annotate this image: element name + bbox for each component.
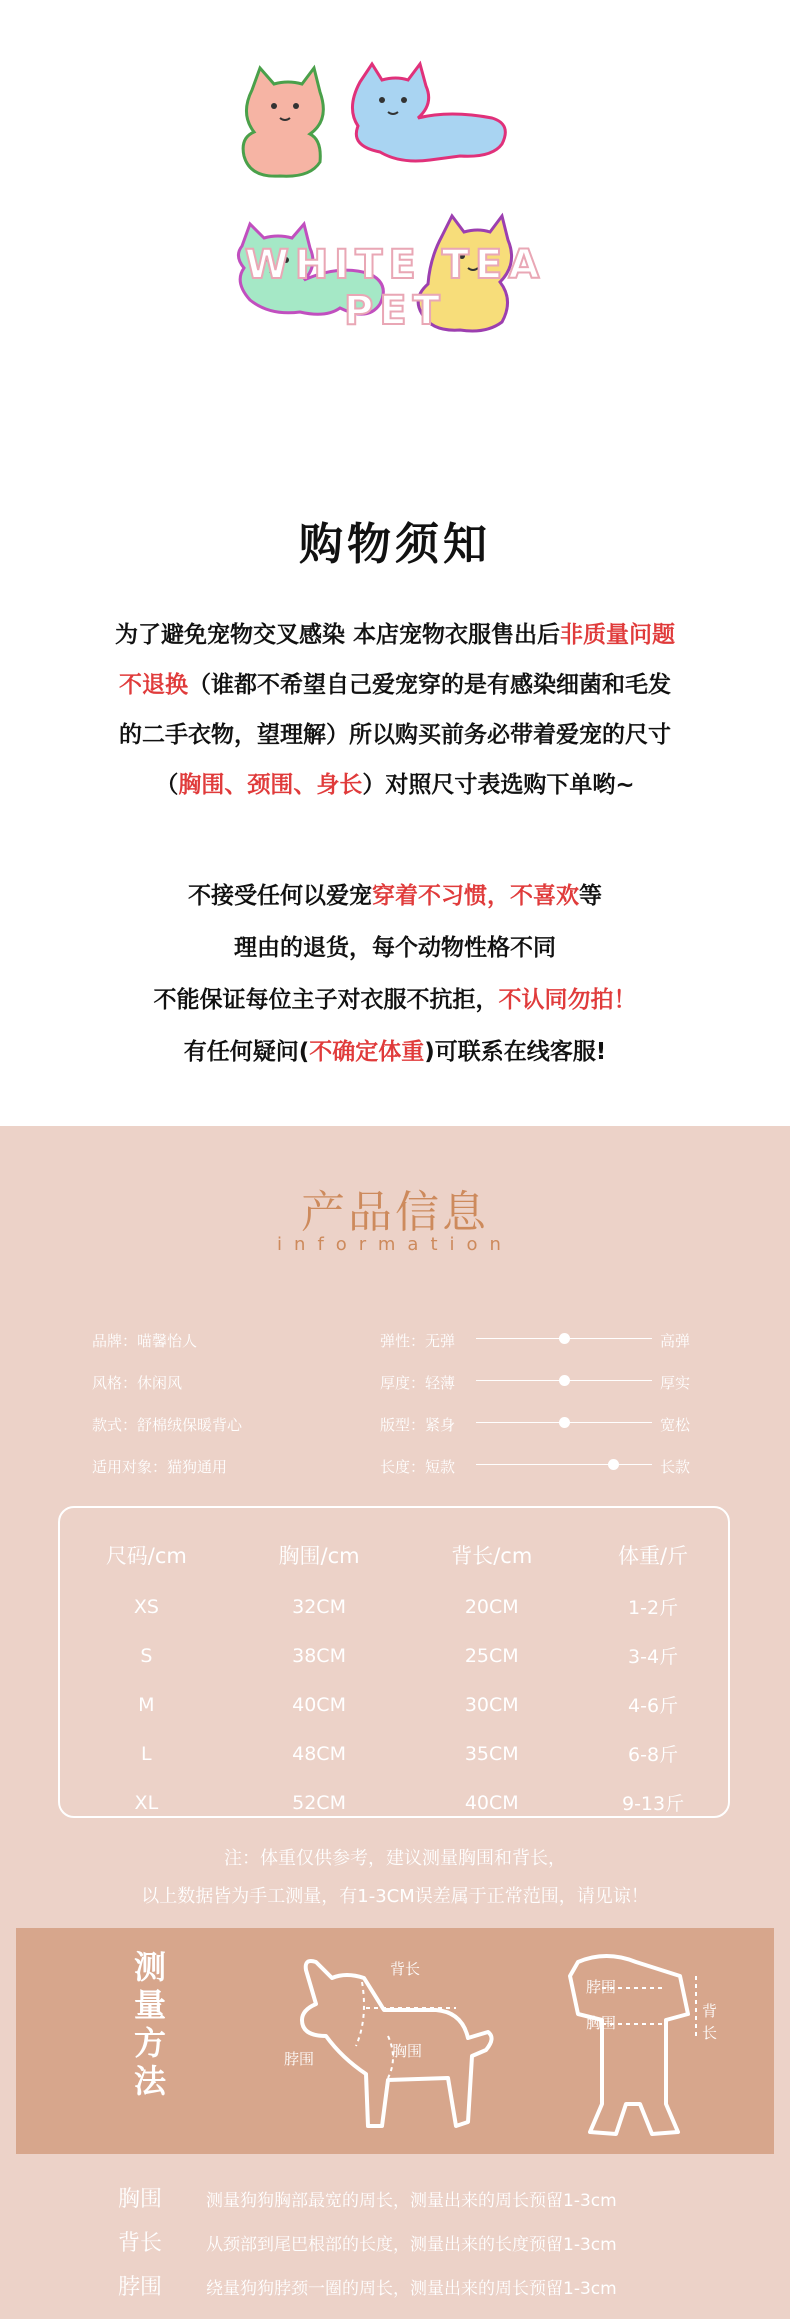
attr-target: 适用对象：猫狗通用: [92, 1458, 228, 1476]
table-cell: 35CM: [464, 1742, 519, 1765]
garment-label-back: 背长: [702, 2002, 718, 2042]
table-cell: 9-13斤: [621, 1793, 685, 1815]
table-row: [60, 1631, 728, 1680]
notice-paragraph-2: [60, 870, 730, 1078]
table-cell: 25CM: [464, 1644, 519, 1667]
table-row: [60, 1582, 728, 1631]
table-cell: L: [141, 1742, 152, 1765]
table-cell: 3-4斤: [628, 1646, 679, 1668]
table-cell: M: [138, 1693, 155, 1716]
notice-line: 不退换（谁都不希望自己爱宠穿的是有感染细菌和毛发: [119, 672, 671, 698]
table-cell: 20CM: [464, 1595, 519, 1618]
slider-fit: [476, 1415, 652, 1431]
header-size: 尺码/cm: [105, 1544, 187, 1568]
notice-line: 为了避免宠物交叉感染 本店宠物衣服售出后非质量问题: [114, 622, 675, 648]
product-info-section: [0, 1126, 790, 2319]
table-row: [60, 1729, 728, 1778]
notice-line: 有任何疑问(不确定体重)可联系在线客服!: [183, 1039, 607, 1065]
table-cell: 48CM: [292, 1742, 346, 1765]
note-line-2: 以上数据皆为手工测量，有1-3CM误差属于正常范围，请见谅！: [141, 1886, 649, 1907]
size-chart: [58, 1506, 730, 1818]
header-back: 背长/cm: [451, 1544, 533, 1568]
header-chest: 胸围/cm: [278, 1544, 360, 1568]
table-cell: 38CM: [292, 1644, 346, 1667]
measure-method-panel: [16, 1928, 774, 2154]
notice-title: 购物须知: [299, 519, 491, 570]
garment-label-neck: 脖围: [586, 1978, 617, 1996]
table-cell: S: [140, 1644, 153, 1667]
header-weight: 体重/斤: [618, 1544, 689, 1568]
notice-line: （胸围、颈围、身长）对照尺寸表选购下单哟~: [155, 772, 635, 798]
slider-label-thickness: 厚度：轻薄: [380, 1374, 456, 1392]
attr-style: 风格：休闲风: [92, 1374, 183, 1392]
slider-end-fit: 宽松: [660, 1416, 691, 1434]
table-cell: 4-6斤: [628, 1695, 679, 1717]
slider-elastic: [476, 1331, 652, 1347]
attr-brand: 品牌：喵馨怡人: [92, 1332, 198, 1350]
size-table-header: [60, 1528, 728, 1582]
definition-chest: 胸围 测量狗狗胸部最宽的周长，测量出来的周长预留1-3cm: [118, 2187, 617, 2212]
logo-text-line1: WHITE TEA: [244, 242, 546, 288]
measure-title: 测量方法: [134, 1948, 167, 2100]
table-cell: 32CM: [292, 1595, 346, 1618]
dog-label-chest: 胸围: [392, 2042, 423, 2060]
slider-end-thickness: 厚实: [660, 1374, 691, 1392]
slider-knob: [559, 1375, 570, 1386]
pink-cat-icon: [243, 68, 323, 176]
dog-label-neck: 脖围: [284, 2050, 315, 2068]
slider-length: [476, 1457, 652, 1473]
notice-line: 的二手衣物，望理解）所以购买前务必带着爱宠的尺寸: [119, 722, 671, 748]
slider-knob: [559, 1417, 570, 1428]
table-row: [60, 1778, 728, 1827]
notice-paragraph-1: [60, 610, 730, 810]
slider-knob: [559, 1333, 570, 1344]
slider-thickness: [476, 1373, 652, 1389]
table-cell: 30CM: [464, 1693, 519, 1716]
product-info-title: 产品信息: [301, 1187, 489, 1238]
table-cell: XS: [133, 1595, 159, 1618]
logo-text-line2: PET: [344, 288, 446, 334]
garment-label-chest: 胸围: [586, 2014, 617, 2032]
table-cell: 52CM: [292, 1791, 346, 1814]
table-cell: 1-2斤: [628, 1597, 679, 1619]
slider-knob: [608, 1459, 619, 1470]
slider-label-elastic: 弹性：无弹: [380, 1332, 456, 1350]
table-row: [60, 1680, 728, 1729]
attr-model: 款式：舒棉绒保暖背心: [92, 1416, 243, 1434]
table-cell: 40CM: [292, 1693, 346, 1716]
notice-line: 理由的退货，每个动物性格不同: [234, 935, 556, 961]
definition-neck: 脖围 绕量狗狗脖颈一圈的周长，测量出来的周长预留1-3cm: [118, 2275, 617, 2300]
blue-cat-icon: [352, 64, 505, 161]
notice-line: 不接受任何以爱宠穿着不习惯，不喜欢等: [188, 883, 602, 909]
note-line-1: 注：体重仅供参考，建议测量胸围和背长，: [224, 1848, 566, 1869]
definition-back: 背长 从颈部到尾巴根部的长度，测量出来的长度预留1-3cm: [118, 2231, 617, 2256]
product-info-subtitle: information: [277, 1234, 513, 1255]
table-cell: 6-8斤: [628, 1744, 679, 1766]
slider-label-length: 长度：短款: [380, 1458, 456, 1476]
brand-logo: [230, 60, 560, 460]
table-cell: XL: [134, 1791, 159, 1814]
size-table: [60, 1528, 728, 1827]
table-cell: 40CM: [464, 1791, 519, 1814]
dog-label-back: 背长: [390, 1960, 421, 1978]
slider-end-length: 长款: [660, 1458, 691, 1476]
slider-label-fit: 版型：紧身: [380, 1416, 456, 1434]
slider-end-elastic: 高弹: [660, 1332, 691, 1350]
notice-section: [0, 0, 790, 1126]
notice-line: 不能保证每位主子对衣服不抗拒，不认同勿拍！: [153, 987, 637, 1013]
